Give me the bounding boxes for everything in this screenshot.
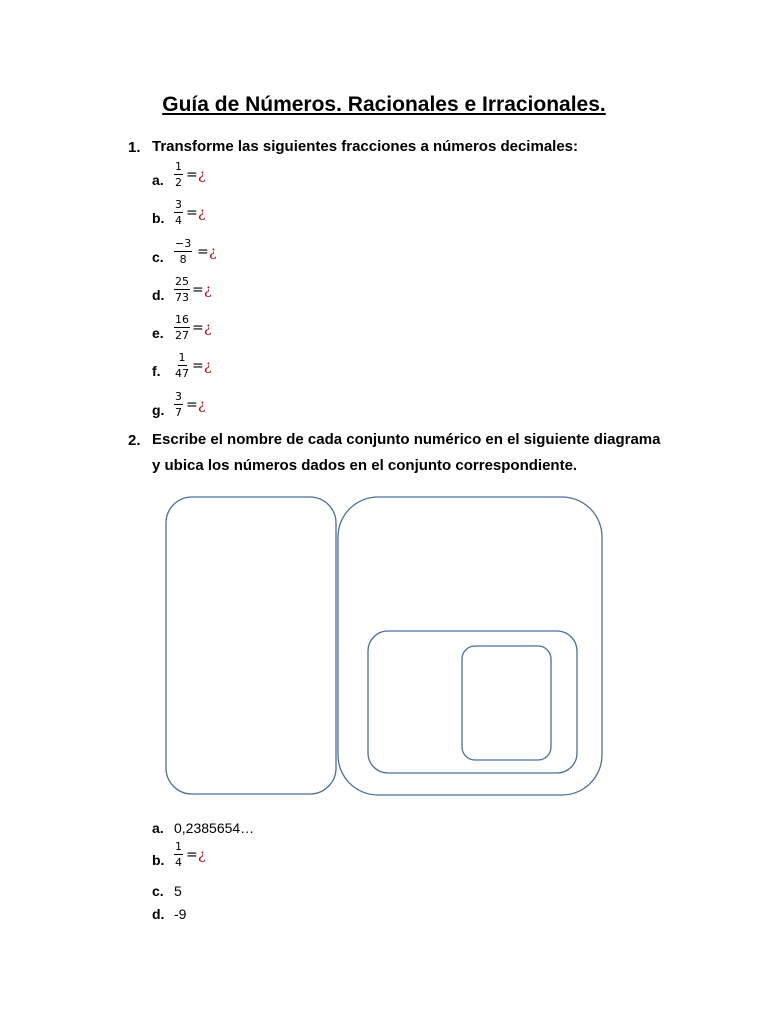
numerator: −3 <box>175 237 192 250</box>
item-letter: a. <box>152 820 164 836</box>
denominator: 7 <box>175 406 182 419</box>
denominator: 8 <box>179 253 187 266</box>
question-2-text-line-2: y ubica los números dados en el conjunto correspondiente. <box>152 457 578 474</box>
integer-set-box[interactable] <box>368 631 577 773</box>
equals-sign: = <box>186 205 198 221</box>
equals-sign: = <box>186 167 198 183</box>
numerator: 3 <box>175 198 182 211</box>
numerator: 16 <box>175 313 189 326</box>
equals-sign: = <box>197 244 209 260</box>
irrational-set-box[interactable] <box>166 497 336 794</box>
item-value: 0,2385654… <box>174 820 255 836</box>
item-value: -9 <box>174 906 187 922</box>
answer-placeholder: ¿ <box>204 320 212 336</box>
item-letter: b. <box>152 210 165 226</box>
equals-sign: = <box>186 397 198 413</box>
rational-set-box[interactable] <box>338 497 602 795</box>
natural-set-box[interactable] <box>462 646 551 760</box>
question-1-text: Transforme las siguientes fracciones a números decimales: <box>152 138 579 155</box>
denominator: 2 <box>175 176 182 189</box>
equals-sign: = <box>192 358 204 374</box>
denominator: 4 <box>175 214 182 227</box>
equals-sign: = <box>192 282 204 298</box>
answer-placeholder: ¿ <box>198 205 206 221</box>
item-letter: f. <box>152 363 161 379</box>
item-letter: c. <box>152 883 164 899</box>
denominator: 47 <box>175 367 189 380</box>
question-2-number: 2. <box>128 432 141 449</box>
question-2-text-line-1: Escribe el nombre de cada conjunto numérico en el siguiente diagrama <box>152 431 661 448</box>
answer-placeholder: ¿ <box>204 358 212 374</box>
denominator: 73 <box>175 291 189 304</box>
item-letter: c. <box>152 249 164 265</box>
item-letter: d. <box>152 287 165 303</box>
numerator: 1 <box>175 160 182 173</box>
numerator: 1 <box>175 840 182 853</box>
equals-sign: = <box>192 320 204 336</box>
fraction <box>174 840 183 869</box>
denominator: 4 <box>175 856 182 869</box>
item-letter: b. <box>152 852 165 868</box>
numerator: 1 <box>178 351 186 364</box>
item-letter: e. <box>152 325 164 341</box>
page-title: Guía de Números. Racionales e Irracionales. <box>162 93 606 116</box>
equals-sign: = <box>186 847 198 863</box>
numerator: 3 <box>175 390 182 403</box>
answer-placeholder: ¿ <box>198 847 206 863</box>
answer-placeholder: ¿ <box>198 167 206 183</box>
answer-placeholder: ¿ <box>198 397 206 413</box>
item-letter: d. <box>152 906 165 922</box>
denominator: 27 <box>175 329 189 342</box>
question-1-number: 1. <box>128 139 141 156</box>
item-letter: g. <box>152 402 165 418</box>
answer-placeholder: ¿ <box>209 244 217 260</box>
item-value: 5 <box>174 883 182 899</box>
item-letter: a. <box>152 172 164 188</box>
numerator: 25 <box>175 275 189 288</box>
answer-placeholder: ¿ <box>204 282 212 298</box>
